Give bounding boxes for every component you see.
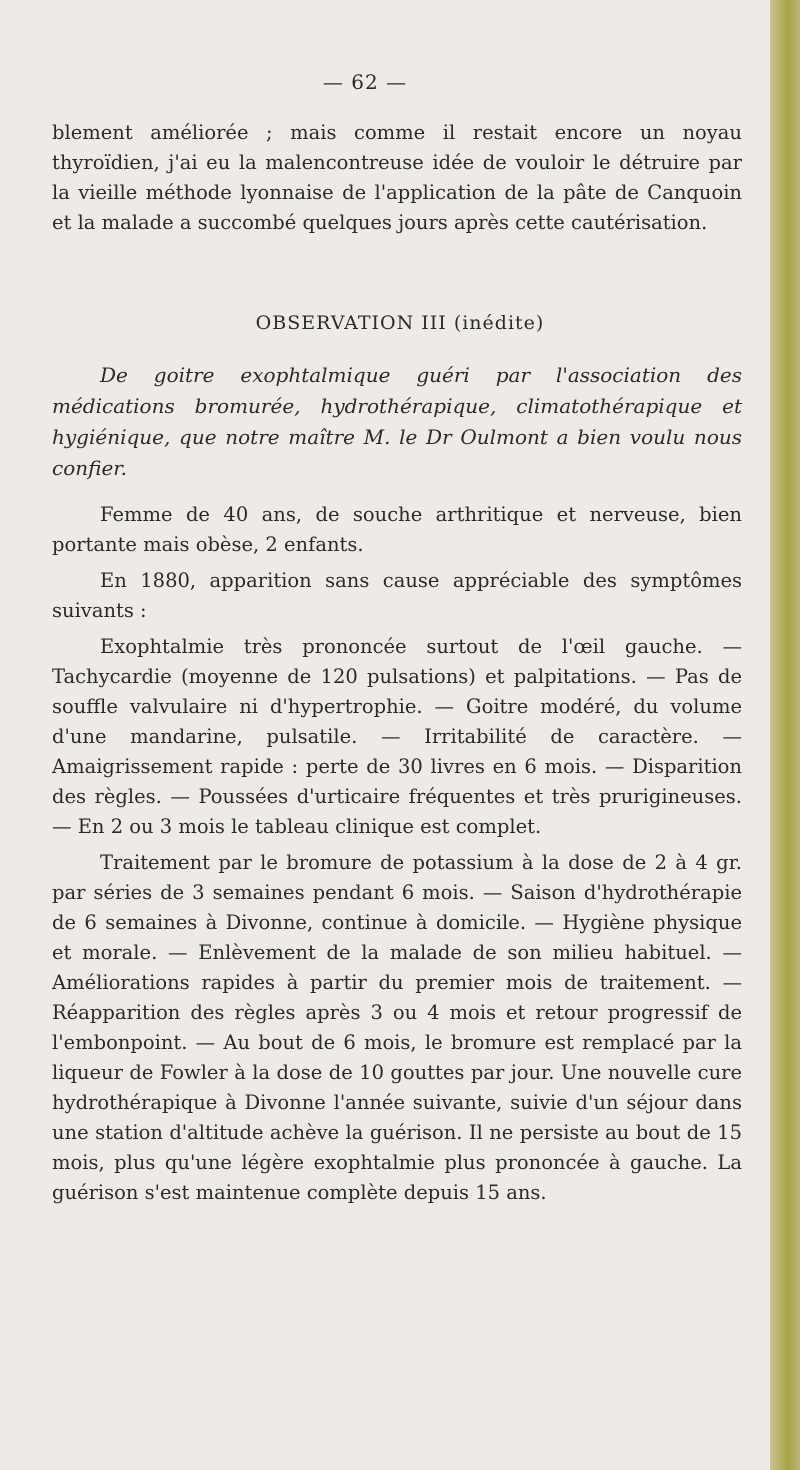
page-edge (770, 0, 800, 1470)
opening-paragraph: blement améliorée ; mais comme il restait encore un noyau thyroïdien, j'ai eu la malencontreuse idée de vouloir le détruire par la vieille méthode lyonnaise de l'application de la pâte de Canquoin et la malade a succombé quelques jours après cette cautérisation. (52, 121, 742, 234)
observation-paragraph-symptoms: Exophtalmie très prononcée surtout de l'œil gauche. — Tachycardie (moyenne de 120 pulsations) et palpitations. — Pas de souffle valvulaire ni d'hypertrophie. — Goitre modéré, du volume d'une mandarine, pulsatile. — Irritabilité de caractère. — Amaigrissement rapide : perte de 30 livres en 6 mois. — Disparition des règles. — Poussées d'urticaire fréquentes et très prurigineuses. — En 2 ou 3 mois le tableau clinique est complet. (52, 635, 742, 838)
observation-paragraph-onset: En 1880, apparition sans cause appréciable des symptômes suivants : (52, 569, 742, 622)
observation-body (52, 500, 742, 1208)
observation-subtitle: De goitre exophtalmique guéri par l'association des médications bromurée, hydrothérapique, climatothérapique et hygiénique, que notre maître M. le Dr Oulmont a bien voulu nous confier. (52, 363, 742, 480)
observation-heading: OBSERVATION III (inédite) (255, 312, 545, 334)
opening-paragraph-block (52, 118, 742, 238)
observation-paragraph-patient: Femme de 40 ans, de souche arthritique et nerveuse, bien portante mais obèse, 2 enfants. (52, 503, 742, 556)
observation-subtitle-block (52, 360, 742, 484)
page-number: — 62 — (322, 70, 408, 94)
observation-paragraph-treatment: Traitement par le bromure de potassium à la dose de 2 à 4 gr. par séries de 3 semaines pendant 6 mois. — Saison d'hydrothérapie de 6 semaines à Divonne, continue à domicile. — Hygiène physique et morale. — Enlèvement de la malade de son milieu habituel. — Améliorations rapides à partir du premier mois de traitement. — Réapparition des règles après 3 ou 4 mois et retour progressif de l'embonpoint. — Au bout de 6 mois, le bromure est remplacé par la liqueur de Fowler à la dose de 10 gouttes par jour. Une nouvelle cure hydrothérapique à Divonne l'année suivante, suivie d'un séjour dans une station d'altitude achève la guérison. Il ne persiste au bout de 15 mois, plus qu'une légère exophtalmie plus prononcée à gauche. La guérison s'est maintenue complète depuis 15 ans. (52, 851, 742, 1204)
